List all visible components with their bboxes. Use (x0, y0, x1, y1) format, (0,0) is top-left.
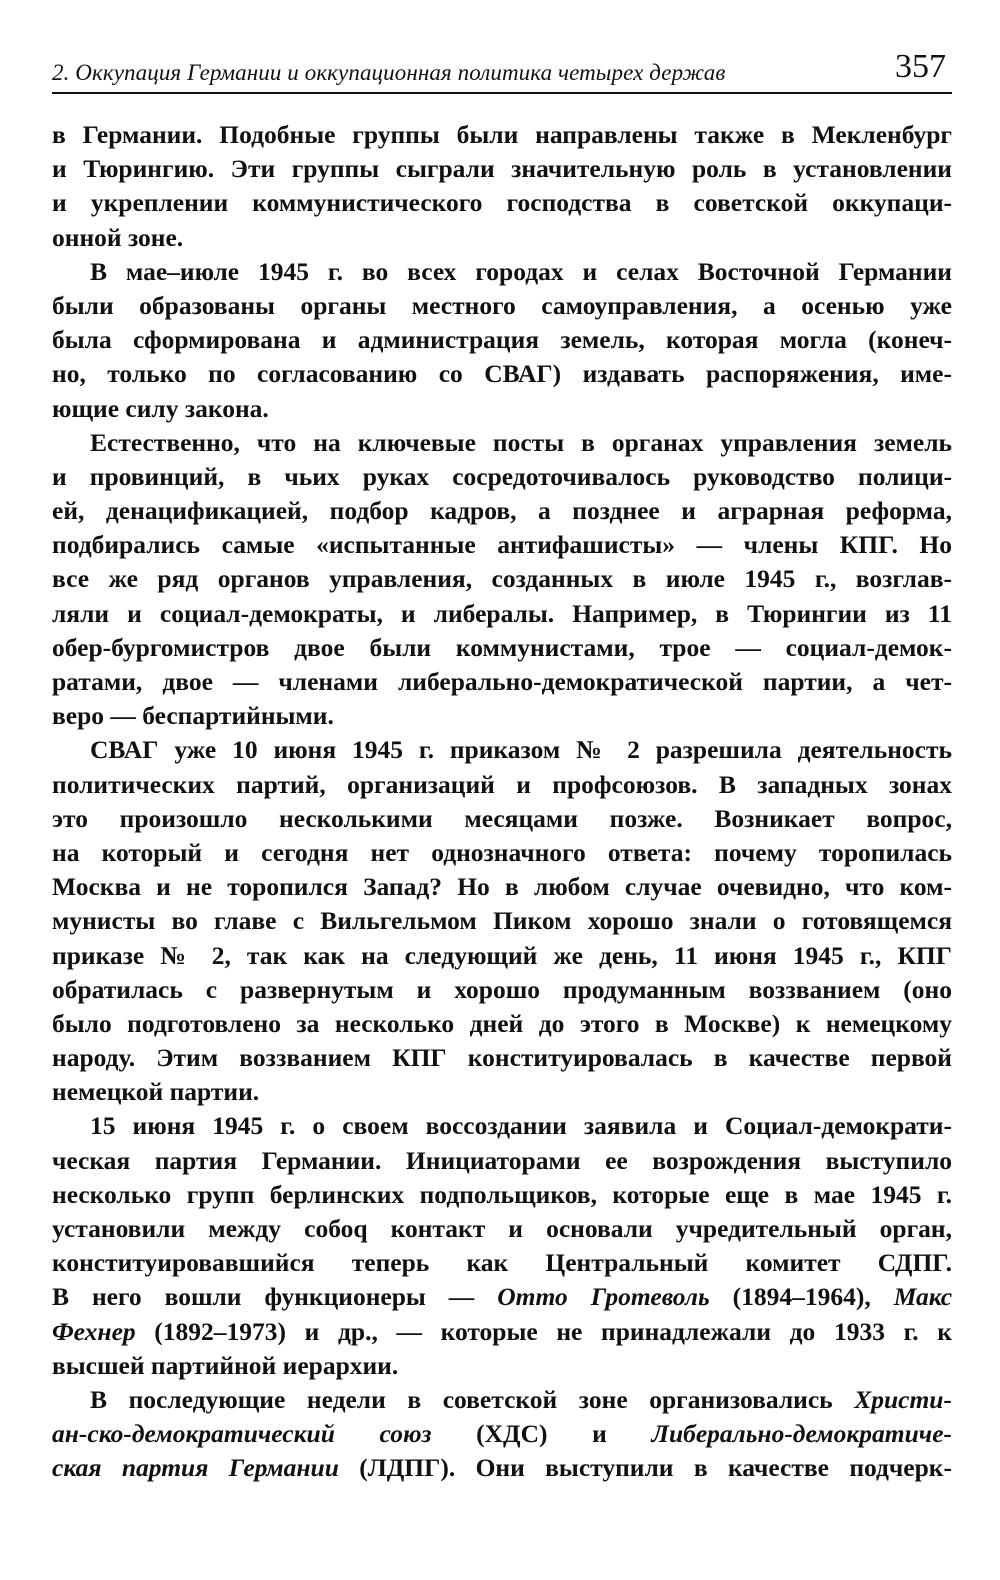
text-line: все же ряд органов управления, созданных в июле 1945 г., возглав- (52, 564, 952, 594)
text-line: ющие силу закона. (52, 393, 269, 423)
text-line: мунисты во главе с Вильгельмом Пиком хорошо знали о готовящемся (52, 906, 952, 936)
page-header (52, 40, 952, 94)
text-line: ляли и социал-демократы, и либералы. Например, в Тюрингии из 11 (52, 598, 952, 628)
text-run: (1892–1973) и др., — которые не принадлежали до 1933 г. к (135, 1316, 952, 1346)
text-line: подбирались самые «испытанные антифашисты» — члены КПГ. Но (52, 530, 952, 560)
text-line (52, 1417, 952, 1451)
paragraph-6 (52, 1383, 952, 1486)
text-line: и провинций, в чьих руках сосредоточивалось руководство полици- (52, 461, 952, 491)
running-title: 2. Оккупация Германии и оккупационная политика четырех держав (52, 60, 726, 85)
text-run: (1894–1964), (709, 1282, 894, 1312)
text-line: было подготовлено за несколько дней до этого в Москве) к немецкому (52, 1008, 952, 1038)
text-line (52, 1451, 952, 1485)
text-line: ратами, двое — членами либерально-демократической партии, а чет- (52, 667, 952, 696)
text-line: высшей партийной иерархии. (52, 1350, 399, 1380)
body-text (52, 118, 952, 1486)
text-line (52, 1383, 952, 1417)
party-name-cdu: ан-ско-демократический союз (52, 1419, 432, 1449)
text-line: была сформирована и администрация земель, которая могла (конеч- (52, 325, 952, 355)
text-line (52, 1280, 952, 1314)
person-name-grotewohl: Отто Гротеволь (497, 1282, 710, 1312)
party-name-ldpd: Либерально-демократиче- (651, 1419, 952, 1449)
text-line: приказе № 2, так как на следующий же день, 11 июня 1945 г., КПГ (52, 940, 952, 970)
text-line: 15 июня 1945 г. о своем воссоздании заявила и Социал-демократи- (90, 1111, 952, 1141)
text-line: Естественно, что на ключевые посты в органах управления земель (90, 427, 952, 457)
paragraph-5 (52, 1109, 952, 1383)
text-line: Москва и не торопился Запад? Но в любом случае очевидно, что ком- (52, 872, 952, 902)
text-run: В него вошли функционеры — (52, 1282, 498, 1312)
text-line: установили между собоq контакт и основали учредительный орган, (52, 1214, 952, 1243)
party-name-ldpd: ская партия Германии (52, 1453, 339, 1483)
page-number: 357 (895, 48, 946, 85)
text-line: веро — беспартийными. (52, 701, 334, 731)
paragraph-1 (52, 118, 952, 255)
text-line (52, 1315, 952, 1349)
text-line: ей, денацификацией, подбор кадров, а позднее и аграрная реформа, (52, 496, 952, 526)
text-run: (ХДС) и (431, 1419, 652, 1449)
text-line: это произошло несколькими месяцами позже. Возникает вопрос, (52, 803, 952, 833)
text-line: В мае–июле 1945 г. во всех городах и селах Восточной Германии (90, 256, 952, 286)
text-line: СВАГ уже 10 июня 1945 г. приказом № 2 разрешила деятельность (90, 735, 952, 765)
text-line: ческая партия Германии. Инициаторами ее возрождения выступило (52, 1145, 952, 1175)
text-line: но, только по согласованию со СВАГ) издавать распоряжения, име- (52, 359, 952, 389)
paragraph-4 (52, 733, 952, 1109)
paragraph-3 (52, 426, 952, 734)
text-line: несколько групп берлинских подпольщиков, которые еще в мае 1945 г. (52, 1179, 952, 1209)
text-run: (ЛДПГ). Они выступили в качестве подчерк- (338, 1453, 952, 1483)
text-line: немецкой партии. (52, 1077, 260, 1107)
text-run: В последующие недели в советской зоне организовались (90, 1384, 855, 1414)
text-line: народу. Этим воззванием КПГ конституировалась в качестве первой (52, 1043, 952, 1073)
paragraph-2 (52, 255, 952, 426)
text-line: обер-бургомистров двое были коммунистами, трое — социал-демок- (52, 632, 952, 662)
text-line: конституировавшийся теперь как Центральный комитет СДПГ. (52, 1248, 952, 1278)
person-name-fechner: Фехнер (52, 1316, 136, 1346)
text-line: и укреплении коммунистического господства в советской оккупаци- (52, 188, 952, 218)
text-line: в Германии. Подобные группы были направлены также в Мекленбург (52, 120, 952, 149)
text-line: обратилась с развернутым и хорошо продуманным воззванием (оно (52, 974, 952, 1004)
party-name-cdu: Христи- (854, 1384, 952, 1414)
text-line: на который и сегодня нет однозначного ответа: почему торопилась (52, 837, 952, 867)
text-line: были образованы органы местного самоуправления, а осенью уже (52, 290, 952, 320)
person-name-max: Макс (893, 1282, 953, 1312)
text-line: политических партий, организаций и профсоюзов. В западных зонах (52, 769, 952, 799)
text-line: онной зоне. (52, 222, 184, 252)
text-line: и Тюрингию. Эти группы сыграли значительную роль в установлении (52, 154, 952, 184)
